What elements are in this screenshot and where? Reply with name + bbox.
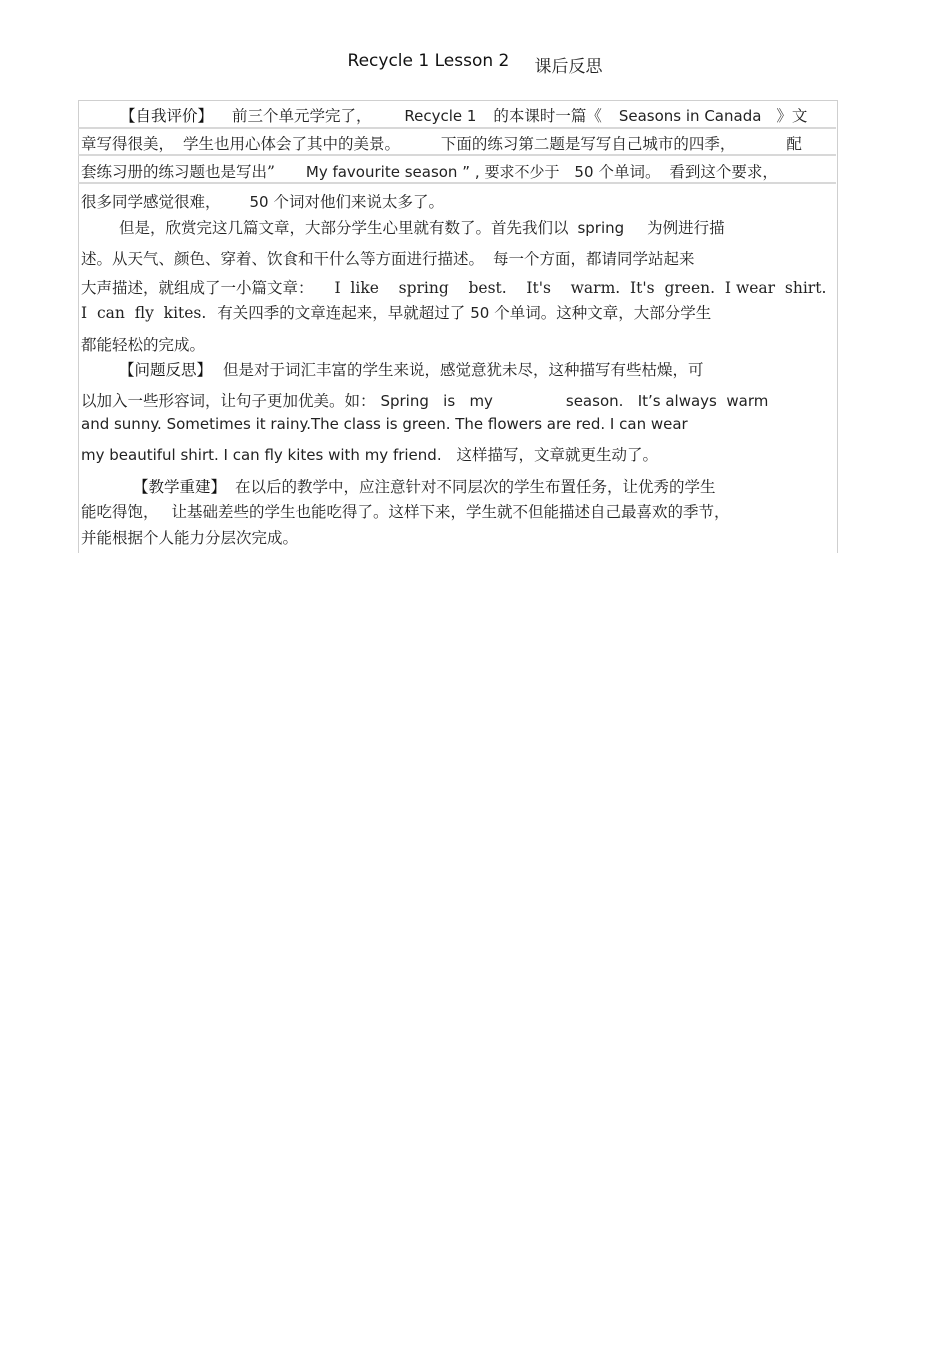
title-chinese: 课后反思 [534, 57, 603, 77]
text-line [81, 500, 729, 522]
text-span: 以加入一些形容词，让句子更加优美。如： [81, 392, 376, 410]
divider [78, 154, 836, 156]
divider [78, 127, 836, 129]
text-span: 都能轻松的完成。 [81, 336, 206, 354]
text-line [81, 415, 688, 433]
text-span: 大声描述，就组成了一小篇文章： [81, 279, 314, 297]
text-span: 的本课时一篇《 [493, 107, 602, 125]
text-line [81, 276, 826, 298]
text-span: 为例进行描 [647, 219, 725, 237]
text-line [81, 160, 778, 182]
section-heading-rebuild: 【教学重建】 [133, 478, 227, 496]
text-line [120, 104, 807, 126]
text-span: My favourite season ” [305, 163, 470, 181]
text-span: 50 [470, 304, 490, 322]
text-span: 配 [786, 135, 802, 153]
text-line [119, 216, 725, 238]
text-line [81, 526, 298, 548]
section-heading-self-eval: 【自我评价】 [120, 107, 214, 125]
text-span: 前三个单元学完了， [231, 107, 372, 125]
text-span: 套练习册的练习题也是写出” [81, 163, 275, 181]
text-span: 但是，欣赏完这几篇文章，大部分学生心里就有数了。首先我们以 [119, 219, 569, 237]
text-span: 看到这个要求， [669, 163, 778, 181]
text-line [133, 475, 715, 497]
text-span: Recycle 1 [404, 107, 477, 125]
text-span: 能吃得饱， [81, 503, 159, 521]
title-english: Recycle 1 Lesson 2 [347, 51, 510, 71]
text-line [119, 358, 703, 380]
text-span: 每一个方面，都请同学站起来 [492, 250, 695, 268]
text-span: 下面的练习第二题是写写自己城市的四季， [440, 135, 736, 153]
text-line [81, 389, 768, 411]
text-span: I can fly kites. [81, 304, 207, 322]
text-span: I like spring best. It's warm. It's green. I wear shirt. [334, 279, 827, 297]
text-span: 在以后的教学中，应注意针对不同层次的学生布置任务，让优秀的学生 [234, 478, 716, 496]
text-span: Spring is my [380, 392, 493, 410]
text-line [81, 132, 802, 154]
text-span: , 要求不少于 [474, 163, 560, 181]
text-span: 但是对于词汇丰富的学生来说，感觉意犹未尽，这种描写有些枯燥，可 [222, 361, 704, 379]
text-span: season. It’s always warm [565, 392, 769, 410]
text-span: 个单词。 [598, 163, 661, 181]
text-span: spring [577, 219, 625, 237]
text-span: 章写得很美， [81, 135, 175, 153]
text-line [81, 443, 658, 465]
text-span: 学生也用心体会了其中的美景。 [182, 135, 400, 153]
text-span: 有关四季的文章连起来，早就超过了 [217, 304, 466, 322]
text-line [81, 190, 444, 212]
section-heading-problem: 【问题反思】 [119, 361, 213, 379]
text-span: Seasons in Canada [618, 107, 762, 125]
text-span: 个词对他们来说太多了。 [273, 193, 444, 211]
text-span: 》文 [776, 107, 808, 125]
text-span: 50 [574, 163, 594, 181]
page-title [0, 46, 950, 77]
text-span: 很多同学感觉很难， [81, 193, 221, 211]
text-span: 个单词。这种文章，大部分学生 [494, 304, 712, 322]
text-span: 50 [249, 193, 269, 211]
text-span: 述。从天气、颜色、穿着、饮食和干什么等方面进行描述。 [81, 250, 485, 268]
text-line [81, 301, 711, 323]
text-line [81, 333, 205, 355]
text-span: 让基础差些的学生也能吃得了。这样下来，学生就不但能描述自己最喜欢的季节， [171, 503, 730, 521]
text-span: my beautiful shirt. I can fly kites with my friend. [81, 446, 442, 464]
text-line [81, 247, 694, 269]
text-span: 这样描写，文章就更生动了。 [456, 446, 659, 464]
text-span: and sunny. Sometimes it rainy.The class is green. The flowers are red. I can wear [81, 415, 688, 433]
divider [78, 182, 836, 184]
text-span: 并能根据个人能力分层次完成。 [81, 529, 299, 547]
